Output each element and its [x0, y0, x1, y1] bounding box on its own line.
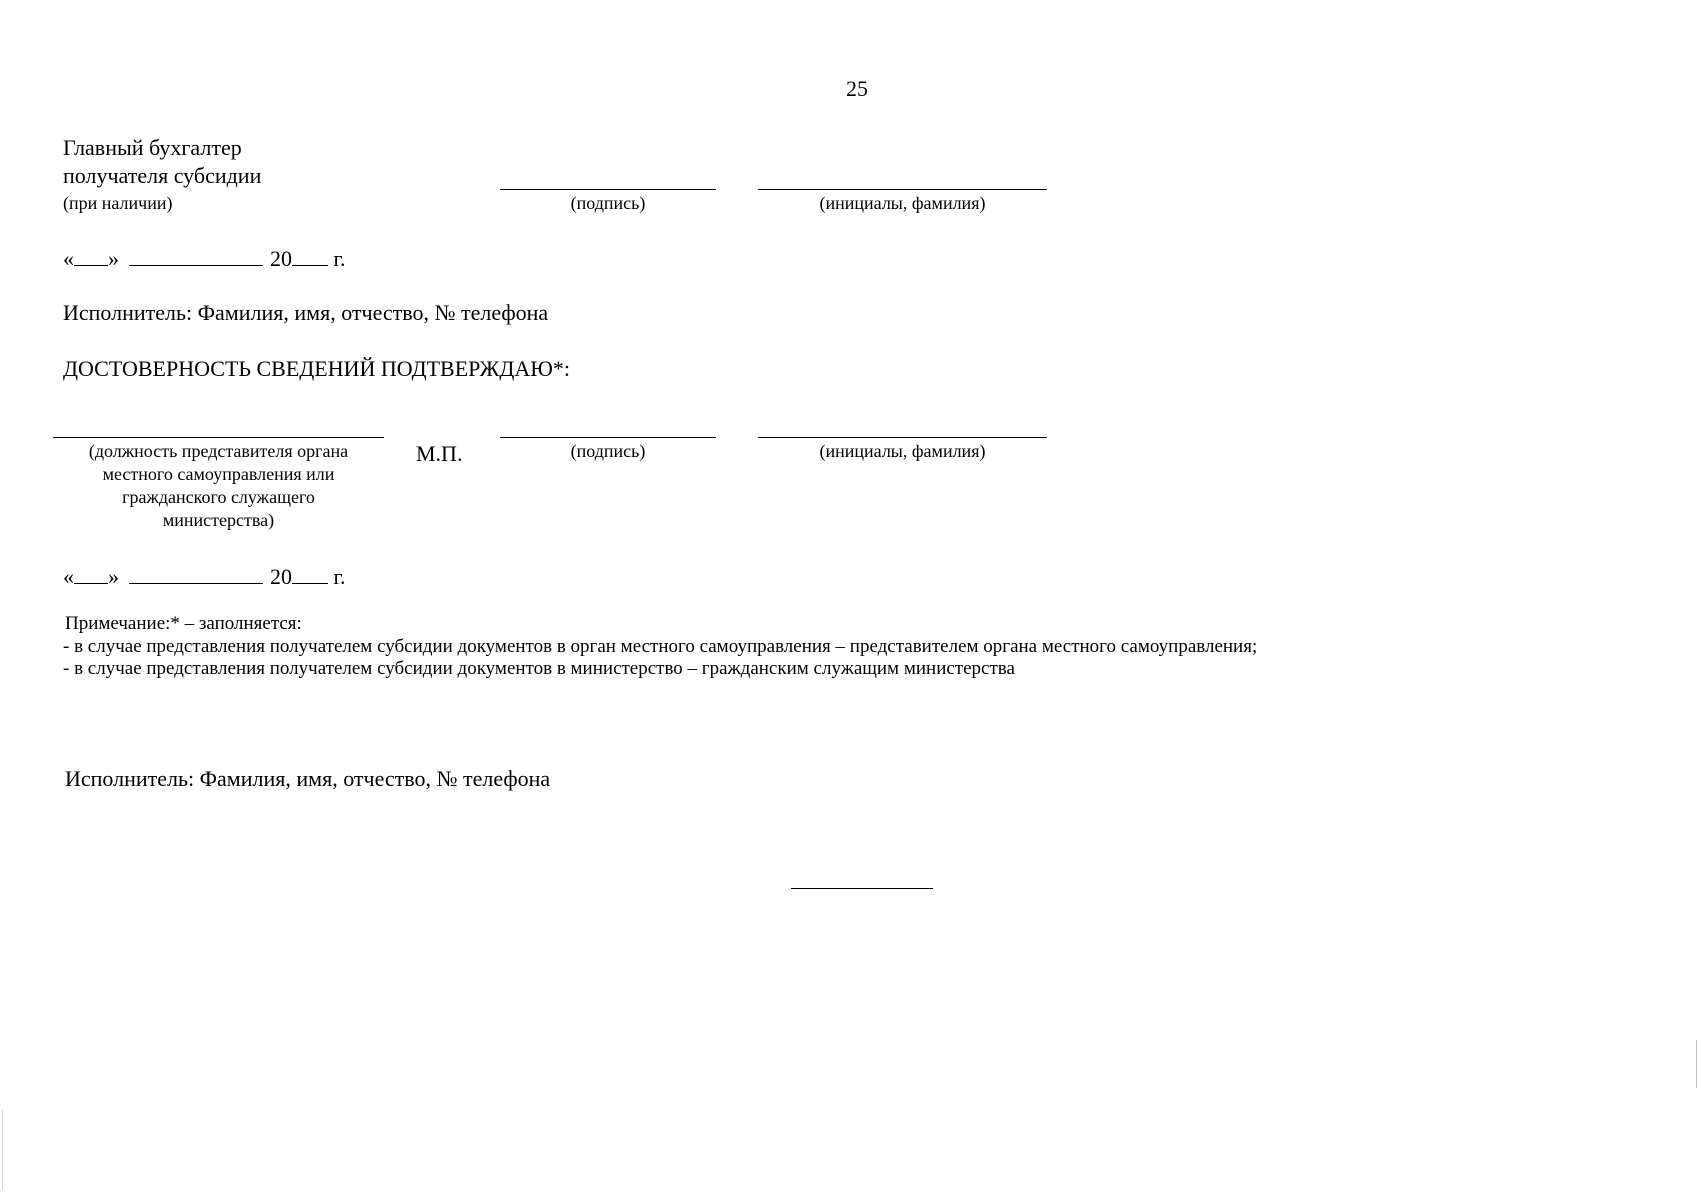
chief-accountant-title-line3: (при наличии) [63, 193, 173, 213]
executor-line-1: Исполнитель: Фамилия, имя, отчество, № телефона [63, 300, 549, 325]
position-caption-line1: (должность представителя органа [88, 441, 349, 461]
page-number: 25 [846, 76, 868, 101]
confirmation-heading: ДОСТОВЕРНОСТЬ СВЕДЕНИЙ ПОДТВЕРЖДАЮ*: [63, 356, 570, 381]
year-prefix: 20 [270, 564, 292, 589]
name-caption-accountant: (инициалы, фамилия) [819, 193, 986, 213]
chief-accountant-title-line1: Главный бухгалтер [63, 135, 242, 160]
name-line-confirmation [758, 437, 1047, 438]
year-suffix: г. [333, 246, 346, 271]
position-line [53, 437, 384, 438]
date-close-quote: » [108, 564, 119, 589]
scan-edge-mark [1696, 1040, 1697, 1088]
position-caption-line2: местного самоуправления или [102, 464, 335, 484]
month-blank [129, 563, 263, 584]
day-blank [74, 563, 108, 584]
signature-line-accountant [500, 189, 716, 190]
scan-edge-mark-left [2, 1110, 3, 1190]
chief-accountant-title-line2: получателя субсидии [63, 163, 262, 188]
month-blank [129, 245, 263, 266]
position-caption-line4: министерства) [162, 510, 275, 530]
date-line-1 [63, 245, 346, 272]
day-blank [74, 245, 108, 266]
date-open-quote: « [63, 246, 74, 271]
stamp-label: М.П. [416, 441, 463, 466]
year-blank [292, 563, 328, 584]
position-caption-line3: гражданского служащего [122, 487, 315, 507]
note-title: Примечание:* – заполняется: [65, 613, 302, 634]
date-close-quote: » [108, 246, 119, 271]
executor-line-2: Исполнитель: Фамилия, имя, отчество, № телефона [65, 766, 551, 791]
signature-caption-confirmation: (подпись) [570, 441, 646, 461]
signature-caption-accountant: (подпись) [570, 193, 646, 213]
year-prefix: 20 [270, 246, 292, 271]
signature-line-confirmation [500, 437, 716, 438]
year-blank [292, 245, 328, 266]
note-item-1: - в случае представления получателем субсидии документов в орган местного самоуправления – представителем органа местного самоуправления; [63, 636, 1258, 657]
end-separator-line [791, 888, 933, 889]
name-caption-confirmation: (инициалы, фамилия) [819, 441, 986, 461]
date-open-quote: « [63, 564, 74, 589]
name-line-accountant [758, 189, 1047, 190]
date-line-2 [63, 563, 346, 590]
year-suffix: г. [333, 564, 346, 589]
note-item-2: - в случае представления получателем субсидии документов в министерство – гражданским служащим министерства [63, 658, 1015, 679]
